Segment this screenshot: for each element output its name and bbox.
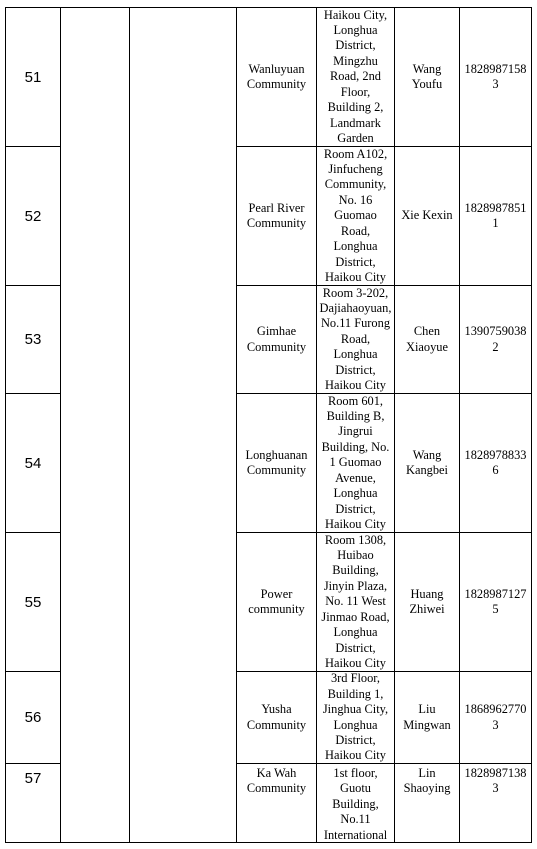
column-divider	[60, 7, 61, 843]
phone-number: 13907590382	[464, 324, 527, 354]
community-name: Yusha Community	[246, 702, 307, 732]
community-name: Longhuanan Community	[245, 447, 308, 477]
row-number: 57	[24, 770, 42, 787]
community-name: Power community	[248, 586, 305, 616]
contact-person: Lin Shaoying	[403, 766, 451, 796]
contact-person: Xie Kexin	[401, 208, 453, 223]
address: 1st floor, Guotu Building, No.11 International	[323, 766, 388, 842]
community-name: Wanluyuan Community	[246, 61, 307, 91]
phone-number: 18289871383	[464, 766, 527, 796]
address: 3rd Floor, Building 1, Jinghua City, Longhua District, Haikou City	[322, 672, 389, 763]
row-number: 55	[24, 593, 42, 611]
contact-person: Liu Mingwan	[403, 702, 451, 732]
address: Haikou City, Longhua District, Mingzhu Road, 2nd Floor, Building 2, Landmark Garden	[323, 8, 388, 145]
contact-person: Wang Youfu	[411, 61, 443, 91]
phone-number: 18289788336	[464, 447, 527, 477]
phone-number: 18689627703	[464, 702, 527, 732]
phone-number: 18289878511	[464, 200, 527, 230]
table-bottom-border	[5, 842, 532, 843]
row-number: 53	[24, 331, 42, 348]
community-name: Pearl River Community	[246, 200, 307, 230]
community-name: Gimhae Community	[246, 324, 307, 354]
contact-person: Chen Xiaoyue	[406, 324, 448, 354]
community-name: Ka Wah Community	[246, 766, 307, 796]
address: Room 3-202, Dajiahaoyuan, No.11 Furong Road, Longhua District, Haikou City	[319, 286, 392, 393]
contact-person: Huang Zhiwei	[409, 586, 445, 616]
phone-number: 18289871275	[464, 586, 527, 616]
contact-person: Wang Kangbei	[406, 447, 448, 477]
address: Room 601, Building B, Jingrui Building, No. 1 Guomao Avenue, Longhua District, Haikou City	[321, 394, 390, 531]
address: Room 1308, Huibao Building, Jinyin Plaza, No. 11 West Jinmao Road, Longhua District, Haikou City	[321, 533, 390, 670]
phone-number: 18289871583	[464, 61, 527, 91]
address: Room A102, Jinfucheng Community, No. 16 Guomao Road, Longhua District, Haikou City	[323, 147, 388, 284]
row-number: 51	[24, 68, 42, 86]
row-number: 54	[24, 454, 42, 472]
column-divider	[129, 7, 130, 843]
row-number: 52	[24, 207, 42, 225]
table-right-border	[531, 7, 532, 843]
row-number: 56	[24, 709, 42, 726]
